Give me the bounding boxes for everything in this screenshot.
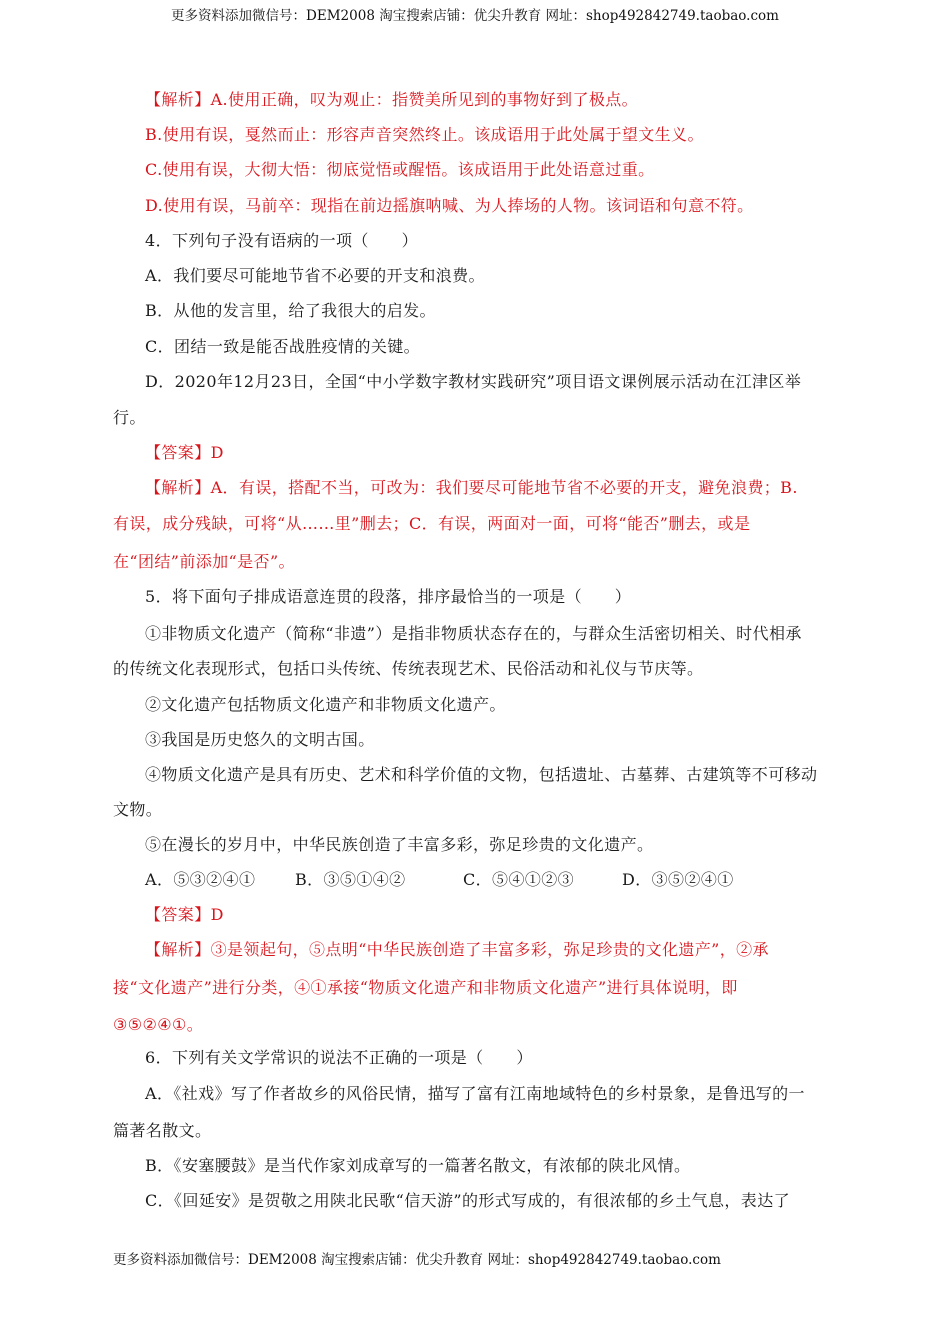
q4-option-cont: 行。 — [113, 408, 146, 427]
q5-choice-b: B．③⑤①④② — [295, 870, 406, 889]
q5-choice-d: D．③⑤②④① — [622, 870, 734, 889]
q4-analysis-line: 有误，成分残缺，可将“从……里”删去；C．有误，两面对一面，可将“能否”删去，或是 — [113, 514, 751, 533]
q5-answer: 【答案】D — [145, 905, 224, 924]
q5-sentence: ②文化遗产包括物质文化遗产和非物质文化遗产。 — [145, 695, 506, 714]
q4-analysis-line: 在“团结”前添加“是否”。 — [113, 552, 295, 571]
q5-choice-a: A．⑤③②④① — [145, 870, 256, 889]
q3-analysis-line: B.使用有误，戛然而止：形容声音突然终止。该成语用于此处属于望文生义。 — [145, 125, 704, 144]
q4-stem: 4．下列句子没有语病的一项（ ） — [145, 231, 418, 250]
q4-option: C．团结一致是能否战胜疫情的关键。 — [145, 337, 421, 356]
q3-analysis-line: C.使用有误，大彻大悟：彻底觉悟或醒悟。该成语用于此处语意过重。 — [145, 160, 655, 179]
q5-choice-c: C．⑤④①②③ — [463, 870, 575, 889]
q5-analysis-line: 接“文化遗产”进行分类，④①承接“物质文化遗产和非物质文化遗产”进行具体说明，即 — [113, 978, 738, 997]
q3-analysis-line: 【解析】A.使用正确，叹为观止：指赞美所见到的事物好到了极点。 — [145, 90, 639, 109]
q5-analysis-line: ③⑤②④①。 — [113, 1015, 204, 1034]
q5-analysis-line: 【解析】③是领起句，⑤点明“中华民族创造了丰富多彩，弥足珍贵的文化遗产”，②承 — [145, 940, 769, 959]
q5-sentence: ⑤在漫长的岁月中，中华民族创造了丰富多彩，弥足珍贵的文化遗产。 — [145, 835, 654, 854]
q6-option: C．《回延安》是贺敬之用陕北民歌“信天游”的形式写成的，有很浓郁的乡土气息，表达了 — [145, 1191, 791, 1210]
q6-stem: 6．下列有关文学常识的说法不正确的一项是（ ） — [145, 1048, 533, 1067]
q4-option: A．我们要尽可能地节省不必要的开支和浪费。 — [145, 266, 485, 285]
q4-analysis-line: 【解析】A．有误，搭配不当，可改为：我们要尽可能地节省不必要的开支，避免浪费；B. — [145, 478, 798, 497]
q6-option: A．《社戏》写了作者故乡的风俗民情，描写了富有江南地域特色的乡村景象，是鲁迅写的一 — [145, 1084, 805, 1103]
page-header: 更多资料添加微信号：DEM2008 淘宝搜索店铺：优尖升教育 网址：shop492842749.taobao.com — [171, 8, 779, 24]
q4-option: D．2020年12月23日，全国“中小学数字教材实践研究”项目语文课例展示活动在江津区举 — [145, 372, 802, 391]
q5-stem: 5．将下面句子排成语意连贯的段落，排序最恰当的一项是（ ） — [145, 587, 632, 606]
q5-sentence: ①非物质文化遗产（简称“非遗”）是指非物质状态存在的，与群众生活密切相关、时代相承 — [145, 624, 802, 643]
q5-sentence-cont: 文物。 — [113, 800, 163, 819]
q6-option-cont: 篇著名散文。 — [113, 1121, 212, 1140]
q6-option: B．《安塞腰鼓》是当代作家刘成章写的一篇著名散文，有浓郁的陕北风情。 — [145, 1156, 691, 1175]
q5-sentence-cont: 的传统文化表现形式，包括口头传统、传统表现艺术、民俗活动和礼仪与节庆等。 — [113, 659, 704, 678]
q4-option: B．从他的发言里，给了我很大的启发。 — [145, 301, 436, 320]
page-footer: 更多资料添加微信号：DEM2008 淘宝搜索店铺：优尖升教育 网址：shop492842749.taobao.com — [113, 1252, 721, 1268]
q5-sentence: ③我国是历史悠久的文明古国。 — [145, 730, 375, 749]
q5-sentence: ④物质文化遗产是具有历史、艺术和科学价值的文物，包括遗址、古墓葬、古建筑等不可移动 — [145, 765, 818, 784]
q4-answer: 【答案】D — [145, 443, 224, 462]
q3-analysis-line: D.使用有误，马前卒：现指在前边摇旗呐喊、为人捧场的人物。该词语和句意不符。 — [145, 196, 754, 215]
